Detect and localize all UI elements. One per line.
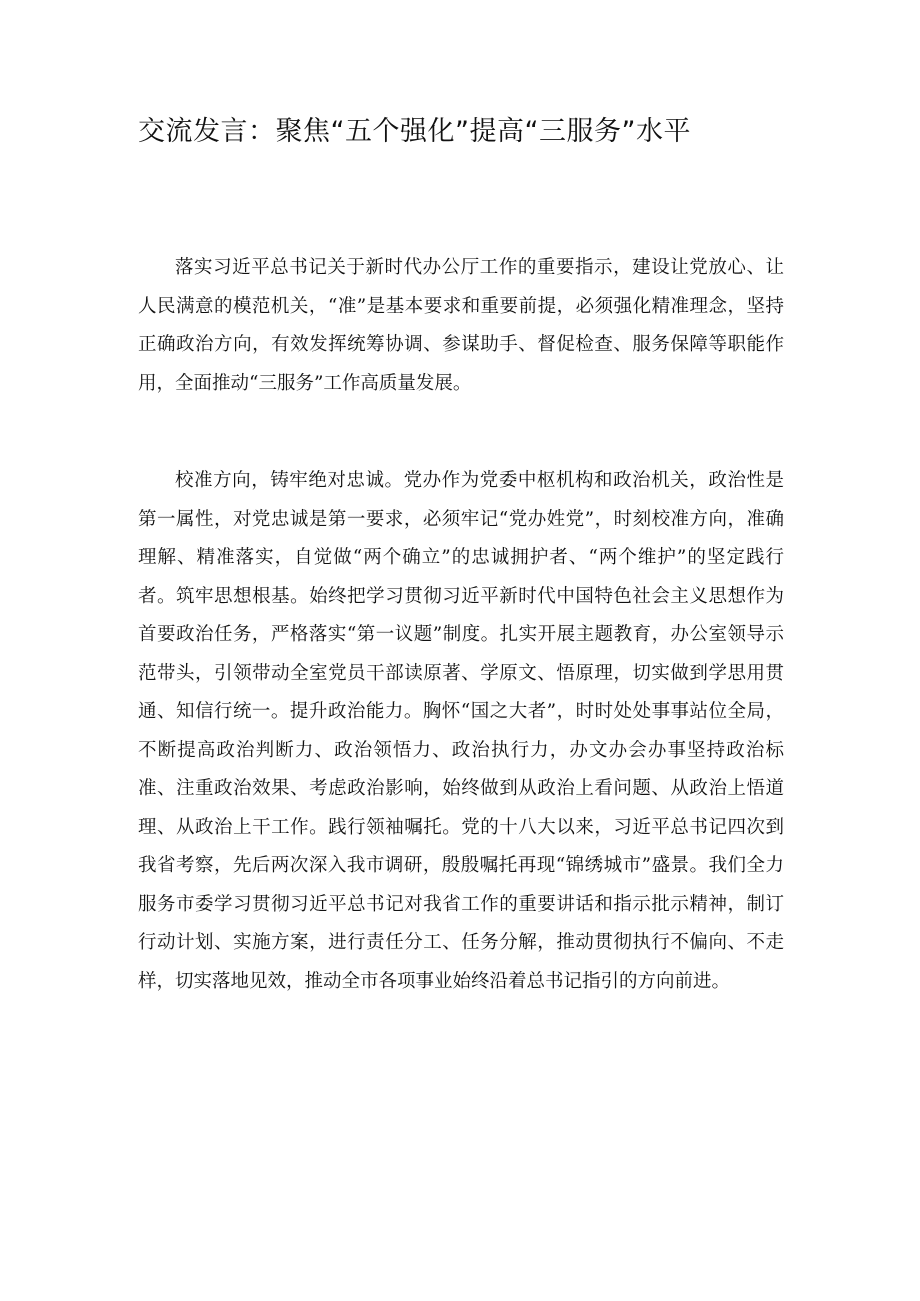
document-title: 交流发言：聚焦“五个强化”提高“三服务”水平 bbox=[138, 116, 691, 147]
paragraph-loyalty: 校准方向，铸牢绝对忠诚。党办作为党委中枢机构和政治机关，政治性是第一属性，对党忠诚是第一要求，必须牢记“党办姓党”，时刻校准方向，准确理解、精准落实，自觉做“两个确立”的忠诚拥护者、“两个维护”的坚定践行者。筑牢思想根基。始终把学习贯彻习近平新时代中国特色社会主义思想作为首要政治任务，严格落实“第一议题”制度。扎实开展主题教育，办公室领导示范带头，引领带动全室党员干部读原著、学原文、悟原理，切实做到学思用贯通、知信行统一。提升政治能力。胸怀“国之大者”，时时处处事事站位全局，不断提高政治判断力、政治领悟力、政治执行力，办文办会办事坚持政治标准、注重政治效果、考虑政治影响，始终做到从政治上看问题、从政治上悟道理、从政治上干工作。践行领袖嘱托。党的十八大以来，习近平总书记四次到我省考察，先后两次深入我市调研，殷殷嘱托再现“锦绣城市”盛景。我们全力服务市委学习贯彻习近平总书记对我省工作的重要讲话和指示批示精神，制订行动计划、实施方案，进行责任分工、任务分解，推动贯彻执行不偏向、不走样，切实落地见效，推动全市各项事业始终沿着总书记指引的方向前进。 bbox=[138, 470, 784, 992]
paragraph-intro: 落实习近平总书记关于新时代办公厅工作的重要指示，建设让党放心、让人民满意的模范机关，“准”是基本要求和重要前提，必须强化精准理念，坚持正确政治方向，有效发挥统筹协调、参谋助手、督促检查、服务保障等职能作用，全面推动“三服务”工作高质量发展。 bbox=[138, 257, 784, 394]
